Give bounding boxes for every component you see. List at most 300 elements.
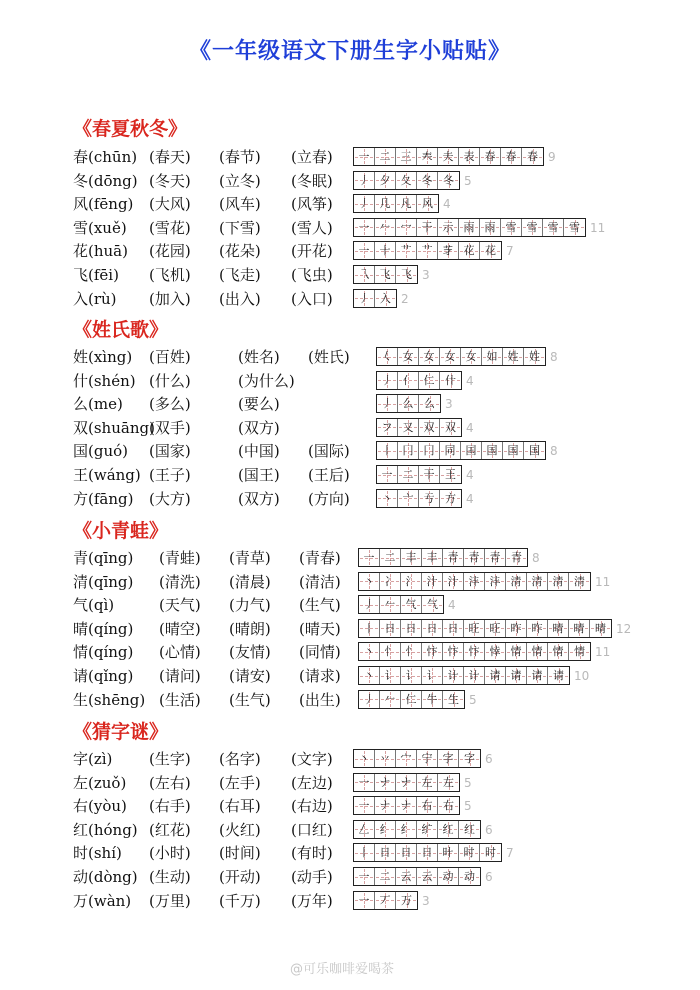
stroke-glyph: 氵 <box>405 574 417 588</box>
stroke-cell <box>443 549 464 566</box>
stroke-count: 4 <box>466 373 474 388</box>
stroke-cell <box>398 490 419 507</box>
character-pinyin: 冬(dōng) <box>73 171 138 190</box>
stroke-order-grid <box>353 749 481 768</box>
stroke-glyph: 女 <box>402 350 414 363</box>
stroke-cell <box>375 844 396 861</box>
stroke-cell <box>380 643 401 660</box>
stroke-count: 5 <box>464 799 472 814</box>
stroke-glyph: 沣 <box>489 574 501 588</box>
stroke-glyph: 亠 <box>402 491 414 505</box>
example-word: (请安) <box>229 667 271 685</box>
stroke-cell <box>359 596 380 613</box>
stroke-count: 11 <box>595 574 611 589</box>
stroke-order-grid <box>353 796 460 815</box>
stroke-cell <box>377 395 398 412</box>
stroke-glyph: 讠 <box>426 669 438 682</box>
character-pinyin: 飞(fēi) <box>73 266 119 284</box>
stroke-glyph: 又 <box>402 420 414 434</box>
stroke-order-grid <box>358 666 570 685</box>
stroke-glyph: 么 <box>424 397 435 411</box>
stroke-cell <box>522 148 543 165</box>
stroke-order-grid <box>353 171 460 190</box>
stroke-glyph: ナ <box>400 799 412 813</box>
stroke-cell <box>417 172 438 189</box>
example-word: (开花) <box>291 242 333 261</box>
stroke-glyph: 丆 <box>379 893 391 907</box>
stroke-glyph: 红 <box>464 822 475 836</box>
stroke-order-grid <box>353 265 418 284</box>
stroke-order-grid <box>358 548 528 567</box>
stroke-glyph: 二 <box>384 551 396 564</box>
stroke-order-grid <box>353 218 586 237</box>
stroke-cell <box>375 242 396 259</box>
stroke-glyph: 十 <box>379 244 391 258</box>
character-pinyin: 双(shuāng) <box>73 418 155 437</box>
stroke-count: 6 <box>485 870 493 884</box>
stroke-cell <box>440 466 461 483</box>
example-word: (左边) <box>291 773 333 792</box>
example-word: (大方) <box>149 489 191 508</box>
stroke-glyph: 二 <box>379 150 391 163</box>
stroke-glyph: 忄 <box>384 645 396 659</box>
stroke-cell <box>396 172 417 189</box>
stroke-cell <box>375 195 396 212</box>
stroke-glyph: 宁 <box>421 752 433 765</box>
example-word: (口红) <box>291 820 333 839</box>
stroke-cell <box>419 419 440 436</box>
stroke-cell <box>401 596 422 613</box>
stroke-cell <box>482 348 503 365</box>
stroke-cell <box>417 821 438 838</box>
stroke-cell <box>354 892 375 909</box>
stroke-count: 11 <box>595 645 611 660</box>
stroke-glyph: 牛 <box>426 692 438 706</box>
stroke-glyph: 乁 <box>358 268 370 281</box>
stroke-glyph: 一 <box>358 870 370 883</box>
character-pinyin: 王(wáng) <box>73 466 141 484</box>
stroke-glyph: 青 <box>447 551 459 564</box>
example-word: (晴天) <box>299 619 341 638</box>
stroke-cell <box>380 549 401 566</box>
example-word: (清洁) <box>299 572 341 591</box>
stroke-glyph: 日 <box>426 621 438 635</box>
example-word: (冬天) <box>149 171 191 190</box>
stroke-cell <box>380 573 401 590</box>
stroke-count: 3 <box>445 397 453 412</box>
character-pinyin: 字(zì) <box>73 750 113 768</box>
stroke-cell <box>485 667 506 684</box>
stroke-cell <box>548 643 569 660</box>
example-word: (花园) <box>149 242 191 261</box>
stroke-cell <box>440 419 461 436</box>
stroke-glyph: 日 <box>379 846 391 860</box>
stroke-cell <box>438 750 459 767</box>
stroke-cell <box>480 844 501 861</box>
stroke-glyph: 讠 <box>384 669 396 682</box>
stroke-cell <box>503 442 524 459</box>
stroke-cell <box>417 148 438 165</box>
stroke-order-grid <box>358 690 465 709</box>
character-pinyin: 左(zuǒ) <box>73 773 127 792</box>
stroke-cell <box>543 219 564 236</box>
stroke-count: 10 <box>574 669 590 683</box>
stroke-order-grid <box>376 418 462 437</box>
stroke-cell <box>440 372 461 389</box>
stroke-glyph: 字 <box>442 752 454 765</box>
stroke-cell <box>590 620 611 637</box>
example-word: (百姓) <box>149 348 191 366</box>
stroke-glyph: 女 <box>444 350 456 363</box>
character-pinyin: 气(qì) <box>73 596 115 615</box>
stroke-cell <box>359 643 380 660</box>
stroke-glyph: 丶 <box>381 491 393 505</box>
stroke-glyph: 丿 <box>381 397 393 411</box>
stroke-cell <box>417 774 438 791</box>
stroke-glyph: 生 <box>448 692 459 706</box>
stroke-cell <box>501 148 522 165</box>
stroke-glyph: 沣 <box>468 574 480 588</box>
character-pinyin: 什(shén) <box>73 371 136 390</box>
stroke-glyph: 红 <box>442 822 454 836</box>
example-word: (清洗) <box>159 572 201 591</box>
stroke-cell <box>569 620 590 637</box>
character-pinyin: 万(wàn) <box>73 891 132 910</box>
stroke-glyph: 丨 <box>381 444 393 458</box>
stroke-glyph: 女 <box>423 350 435 363</box>
stroke-glyph: 干 <box>423 468 435 481</box>
stroke-cell <box>396 750 417 767</box>
stroke-glyph: 飞 <box>401 268 412 281</box>
stroke-cell <box>464 573 485 590</box>
stroke-cell <box>354 172 375 189</box>
stroke-cell <box>396 774 417 791</box>
stroke-cell <box>440 348 461 365</box>
example-word: (春节) <box>219 148 261 166</box>
character-pinyin: 时(shí) <box>73 844 122 863</box>
example-word: (要么) <box>238 395 280 414</box>
stroke-cell <box>527 620 548 637</box>
stroke-cell <box>396 892 417 909</box>
stroke-glyph: 𠂉 <box>384 692 396 706</box>
stroke-cell <box>396 868 417 885</box>
example-word: (晴空) <box>159 619 201 638</box>
stroke-glyph: 𠃋 <box>358 822 370 836</box>
example-word: (心情) <box>159 643 201 662</box>
example-word: (国家) <box>149 442 191 461</box>
stroke-glyph: 国 <box>529 444 540 458</box>
stroke-cell <box>443 691 464 708</box>
stroke-cell <box>377 372 398 389</box>
stroke-cell <box>417 797 438 814</box>
stroke-cell <box>569 573 590 590</box>
stroke-cell <box>438 821 459 838</box>
stroke-glyph: 万 <box>401 893 412 907</box>
stroke-count: 5 <box>469 692 477 707</box>
stroke-cell <box>396 219 417 236</box>
example-word: (小时) <box>149 844 191 863</box>
stroke-count: 6 <box>485 752 493 766</box>
stroke-cell <box>419 348 440 365</box>
stroke-glyph: 晴 <box>573 621 585 635</box>
stroke-glyph: 清 <box>552 574 564 588</box>
stroke-glyph: 晴 <box>552 621 564 635</box>
stroke-cell <box>527 643 548 660</box>
character-pinyin: 请(qǐng) <box>73 667 134 685</box>
stroke-glyph: 旺 <box>489 621 501 635</box>
stroke-cell <box>396 797 417 814</box>
stroke-glyph: 晴 <box>595 621 606 635</box>
example-word: (右耳) <box>219 797 261 816</box>
stroke-cell <box>506 667 527 684</box>
stroke-cell <box>422 691 443 708</box>
example-word: (请问) <box>159 667 201 685</box>
stroke-cell <box>354 797 375 814</box>
stroke-glyph: 清 <box>531 574 543 588</box>
stroke-order-grid <box>358 595 444 614</box>
stroke-cell <box>485 620 506 637</box>
stroke-cell <box>401 667 422 684</box>
stroke-glyph: ナ <box>379 799 391 813</box>
stroke-cell <box>417 242 438 259</box>
stroke-order-grid <box>376 465 462 484</box>
character-pinyin: 方(fāng) <box>73 489 134 508</box>
stroke-glyph: 一 <box>358 799 370 813</box>
stroke-count: 8 <box>550 444 558 459</box>
section-title: 《春夏秋冬》 <box>73 118 188 140</box>
stroke-glyph: 凡 <box>400 197 412 211</box>
stroke-cell <box>359 573 380 590</box>
stroke-cell <box>422 549 443 566</box>
stroke-cell <box>398 348 419 365</box>
example-word: (文字) <box>291 750 333 768</box>
example-word: (王子) <box>149 466 191 484</box>
stroke-glyph: 忄 <box>405 645 417 659</box>
character-pinyin: 国(guó) <box>73 442 128 461</box>
character-pinyin: 花(huā) <box>73 242 128 261</box>
stroke-glyph: 气 <box>427 598 438 612</box>
stroke-cell <box>375 892 396 909</box>
example-word: (姓名) <box>238 348 280 366</box>
stroke-cell <box>459 242 480 259</box>
stroke-cell <box>359 549 380 566</box>
stroke-glyph: 一 <box>363 551 375 564</box>
stroke-cell <box>396 266 417 283</box>
stroke-cell <box>401 549 422 566</box>
stroke-order-grid <box>353 289 397 308</box>
stroke-cell <box>354 868 375 885</box>
character-pinyin: 清(qīng) <box>73 572 134 591</box>
stroke-cell <box>419 490 440 507</box>
stroke-glyph: 仁 <box>405 692 417 706</box>
example-word: (清晨) <box>229 572 271 591</box>
example-word: (飞走) <box>219 266 261 284</box>
stroke-glyph: 么 <box>402 397 414 411</box>
example-word: (万里) <box>149 891 191 910</box>
stroke-glyph: ナ <box>400 775 412 789</box>
stroke-glyph: 夕 <box>379 173 391 187</box>
example-word: (加入) <box>149 289 191 308</box>
stroke-cell <box>380 691 401 708</box>
stroke-glyph: 旪 <box>442 846 454 860</box>
stroke-cell <box>440 490 461 507</box>
stroke-glyph: 仁 <box>423 373 435 387</box>
stroke-cell <box>459 868 480 885</box>
stroke-glyph: 昨 <box>510 621 522 635</box>
stroke-count: 5 <box>464 775 472 790</box>
stroke-glyph: 雪 <box>569 220 580 234</box>
stroke-order-grid <box>353 843 502 862</box>
stroke-order-grid <box>376 441 546 460</box>
stroke-order-grid <box>353 147 544 166</box>
stroke-glyph: 青 <box>489 551 501 564</box>
stroke-glyph: 几 <box>379 197 391 211</box>
stroke-order-grid <box>358 642 591 661</box>
stroke-glyph: 丶 <box>363 645 375 659</box>
example-word: (什么) <box>149 371 191 390</box>
example-word: (飞机) <box>149 266 191 284</box>
character-pinyin: 入(rù) <box>73 289 117 308</box>
example-word: (国王) <box>238 466 280 484</box>
stroke-cell <box>401 691 422 708</box>
example-word: (晴朗) <box>229 619 271 638</box>
stroke-cell <box>503 348 524 365</box>
stroke-cell <box>380 620 401 637</box>
watermark: @可乐咖啡爱喝茶 <box>290 962 395 977</box>
stroke-glyph: 一 <box>358 150 370 163</box>
character-pinyin: 红(hóng) <box>73 820 138 839</box>
stroke-glyph: 一 <box>358 893 370 907</box>
stroke-glyph: 一 <box>358 244 370 258</box>
example-word: (左手) <box>219 773 261 792</box>
example-word: (左右) <box>149 773 191 792</box>
stroke-glyph: 汁 <box>426 574 438 588</box>
stroke-cell <box>417 219 438 236</box>
stroke-cell <box>398 442 419 459</box>
section-title: 《小青蛙》 <box>73 520 169 542</box>
stroke-glyph: 青 <box>468 551 480 564</box>
stroke-glyph: 雪 <box>526 220 538 234</box>
stroke-cell <box>480 148 501 165</box>
stroke-glyph: 姓 <box>507 350 519 363</box>
example-word: (生动) <box>149 868 191 886</box>
stroke-cell <box>501 219 522 236</box>
stroke-cell <box>375 219 396 236</box>
stroke-glyph: 花 <box>485 244 496 258</box>
stroke-glyph: 忭 <box>447 645 459 659</box>
stroke-cell <box>461 442 482 459</box>
example-word: (双方) <box>238 489 280 508</box>
stroke-count: 3 <box>422 893 430 908</box>
character-pinyin: 右(yòu) <box>73 797 127 816</box>
stroke-glyph: 丿 <box>358 291 370 305</box>
stroke-glyph: 丿 <box>363 692 375 706</box>
example-word: (友情) <box>229 643 271 662</box>
stroke-cell <box>443 643 464 660</box>
stroke-glyph: 亻 <box>402 373 414 387</box>
stroke-cell <box>443 667 464 684</box>
stroke-glyph: 表 <box>463 150 475 163</box>
stroke-glyph: ナ <box>379 775 391 789</box>
stroke-cell <box>398 419 419 436</box>
stroke-glyph: 清 <box>510 574 522 588</box>
character-pinyin: 风(fēng) <box>73 195 134 214</box>
stroke-cell <box>440 442 461 459</box>
stroke-glyph: 情 <box>574 645 585 659</box>
stroke-cell <box>459 219 480 236</box>
character-pinyin: 春(chūn) <box>73 148 138 166</box>
stroke-glyph: 丿 <box>358 197 370 211</box>
stroke-glyph: 雪 <box>547 220 559 234</box>
example-word: (立冬) <box>219 171 261 190</box>
stroke-cell <box>569 643 590 660</box>
stroke-glyph: 云 <box>421 870 433 883</box>
stroke-glyph: 一 <box>358 775 370 789</box>
stroke-glyph: 冬 <box>421 173 433 187</box>
stroke-glyph: 日 <box>421 846 433 860</box>
stroke-glyph: 丿 <box>381 373 393 387</box>
stroke-glyph: 春 <box>484 150 496 163</box>
stroke-cell <box>482 442 503 459</box>
stroke-cell <box>401 643 422 660</box>
stroke-cell <box>438 242 459 259</box>
stroke-cell <box>438 219 459 236</box>
stroke-count: 8 <box>550 350 558 364</box>
stroke-glyph: 忭 <box>468 645 480 659</box>
stroke-cell <box>422 573 443 590</box>
stroke-cell <box>522 219 543 236</box>
stroke-glyph: 冫 <box>384 574 396 588</box>
stroke-glyph: 计 <box>447 669 459 682</box>
stroke-glyph: 右 <box>421 799 433 813</box>
stroke-cell <box>354 219 375 236</box>
stroke-glyph: 请 <box>553 669 564 682</box>
stroke-glyph: 雨 <box>484 220 496 234</box>
example-word: (雪花) <box>149 218 191 237</box>
stroke-glyph: 国 <box>486 444 498 458</box>
stroke-cell <box>377 466 398 483</box>
stroke-glyph: 右 <box>443 799 454 813</box>
stroke-glyph: 雨 <box>463 220 475 234</box>
stroke-cell <box>459 750 480 767</box>
stroke-count: 12 <box>616 621 632 636</box>
stroke-cell <box>354 821 375 838</box>
stroke-glyph: 示 <box>442 220 454 234</box>
example-word: (雪人) <box>291 218 333 237</box>
stroke-cell <box>506 573 527 590</box>
stroke-glyph: 丶 <box>363 669 375 682</box>
stroke-order-grid <box>353 773 460 792</box>
stroke-glyph: 纩 <box>421 822 433 836</box>
stroke-cell <box>401 573 422 590</box>
stroke-order-grid <box>376 489 462 508</box>
stroke-glyph: 丰 <box>426 551 438 564</box>
stroke-cell <box>354 195 375 212</box>
stroke-glyph: 日 <box>405 621 417 635</box>
stroke-glyph: 艹 <box>421 244 433 258</box>
stroke-glyph: 方 <box>445 491 456 505</box>
stroke-count: 4 <box>466 468 474 482</box>
example-word: (姓氏) <box>308 348 350 366</box>
example-word: (红花) <box>149 820 191 839</box>
stroke-glyph: 动 <box>464 870 475 883</box>
stroke-cell <box>377 490 398 507</box>
stroke-glyph: 丶 <box>363 574 375 588</box>
stroke-glyph: 丿 <box>358 173 370 187</box>
example-word: (双方) <box>238 418 280 437</box>
stroke-cell <box>354 242 375 259</box>
stroke-cell <box>398 395 419 412</box>
